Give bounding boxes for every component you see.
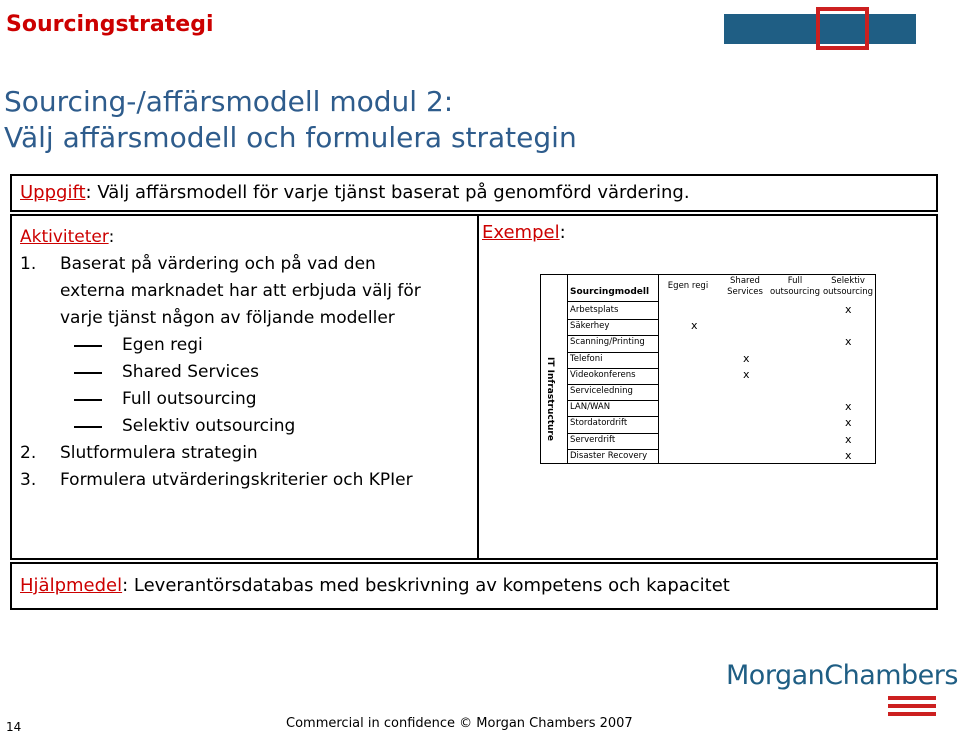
activity-text-line: Baserat på värdering och på vad den: [60, 254, 376, 274]
dash-bullet: [74, 345, 102, 347]
model-item: [20, 386, 470, 413]
example-heading: [482, 222, 566, 243]
example-label: Exempel: [482, 222, 560, 243]
activity-item-1: [20, 251, 470, 332]
model-label: Selektiv outsourcing: [122, 416, 296, 436]
table-row-label: LAN/WAN: [570, 402, 611, 413]
table-row-label: Telefoni: [570, 353, 603, 364]
table-row-label: Videokonferens: [570, 369, 636, 380]
example-colon: :: [559, 222, 566, 243]
col-header-line: Selektiv: [831, 276, 865, 286]
activities-panel: [20, 224, 470, 494]
row-separator: [568, 368, 658, 369]
model-label: Shared Services: [122, 362, 259, 382]
model-item: [20, 413, 470, 440]
table-mark: x: [743, 351, 750, 365]
progress-nav: [724, 14, 914, 44]
row-separator: [568, 416, 658, 417]
model-label: Egen regi: [122, 335, 203, 355]
row-separator: [568, 400, 658, 401]
logo-bar: [888, 696, 936, 700]
logo-bar: [888, 704, 936, 708]
col-header-shared-services: [719, 276, 771, 298]
table-row-label: Arbetsplats: [570, 305, 619, 315]
vertical-label: IT Infrastructure: [545, 357, 555, 441]
slide-title: [4, 84, 577, 156]
row-label-column: [567, 275, 659, 463]
row-separator: [568, 301, 658, 302]
row-separator: [568, 449, 658, 450]
activity-number: 1.: [20, 254, 37, 274]
activity-text: Formulera utvärderingskriterier och KPIer: [60, 470, 413, 490]
logo-text: MorganChambers: [726, 660, 958, 691]
table-row-label: Säkerhey: [570, 321, 610, 332]
activity-text-line: externa marknadet har att erbjuda välj för: [60, 281, 421, 301]
progress-step-2: [772, 14, 820, 44]
row-separator: [568, 352, 658, 353]
activity-number: 3.: [20, 470, 37, 490]
morganchambers-logo: [724, 660, 958, 720]
slide-title-line-1: Sourcing-/affärsmodell modul 2:: [4, 85, 454, 118]
task-description: : Välj affärsmodell för varje tjänst baserat på genomförd värdering.: [85, 182, 690, 203]
table-row-label: Disaster Recovery: [570, 450, 648, 461]
page-number: 14: [6, 720, 22, 734]
column-divider: [477, 216, 479, 558]
table-row-label: Scanning/Printing: [570, 337, 645, 348]
col-header-full-outsourcing: [769, 276, 821, 298]
progress-step-1: [724, 14, 772, 44]
content-box: [10, 214, 938, 560]
activity-item-3: [20, 467, 470, 494]
col-header-line: Shared: [730, 276, 760, 286]
row-separator: [568, 384, 658, 385]
progress-current-marker: [816, 7, 869, 50]
dash-bullet: [74, 426, 102, 428]
brand-title: Sourcingstrategi: [6, 12, 214, 37]
footer-text: Commercial in confidence © Morgan Chambers 2007: [286, 716, 633, 731]
model-label: Full outsourcing: [122, 389, 257, 409]
col-header-line: outsourcing: [769, 287, 821, 297]
help-text: [20, 575, 730, 596]
activities-heading-colon: :: [108, 227, 115, 247]
col-header-line: Full: [787, 276, 803, 286]
table-mark: x: [845, 400, 852, 414]
col-header-line: Services: [727, 287, 763, 297]
table-mark: x: [691, 319, 698, 333]
table-row-label: Serverdrift: [570, 434, 616, 445]
row-separator: [568, 319, 658, 320]
activities-heading: Aktiviteter: [20, 227, 109, 247]
row-header: Sourcingmodell: [570, 287, 650, 297]
progress-step-4: [868, 14, 916, 44]
help-box: [10, 562, 938, 610]
row-separator: [568, 335, 658, 336]
task-box: [10, 174, 938, 212]
model-item: [20, 332, 470, 359]
activity-number: 2.: [20, 443, 37, 463]
table-mark: x: [845, 416, 852, 430]
help-description: : Leverantörsdatabas med beskrivning av kompetens och kapacitet: [122, 575, 730, 596]
table-mark: x: [845, 303, 852, 316]
task-text: [20, 182, 690, 203]
vertical-label-cell: [543, 335, 557, 463]
activity-item-2: [20, 440, 470, 467]
table-mark: x: [845, 335, 852, 349]
table-mark: x: [845, 432, 852, 446]
table-mark: x: [845, 448, 852, 462]
help-label: Hjälpmedel: [20, 575, 123, 596]
model-item: [20, 359, 470, 386]
col-header-line: outsourcing: [822, 287, 874, 297]
table-row-label: Stordatordrift: [570, 418, 628, 429]
col-header-selektiv-outsourcing: [821, 276, 875, 298]
dash-bullet: [74, 372, 102, 374]
table-row-label: Serviceledning: [570, 386, 633, 396]
logo-bar: [888, 712, 936, 716]
row-separator: [568, 433, 658, 434]
activity-text-line: varje tjänst någon av följande modeller: [60, 308, 395, 328]
table-mark: x: [743, 367, 750, 381]
dash-bullet: [74, 399, 102, 401]
col-header-egen-regi: Egen regi: [667, 281, 709, 291]
activity-text: Slutformulera strategin: [60, 443, 258, 463]
slide-title-line-2: Välj affärsmodell och formulera strategin: [4, 121, 577, 154]
example-table: [540, 274, 876, 464]
task-label: Uppgift: [20, 182, 86, 203]
